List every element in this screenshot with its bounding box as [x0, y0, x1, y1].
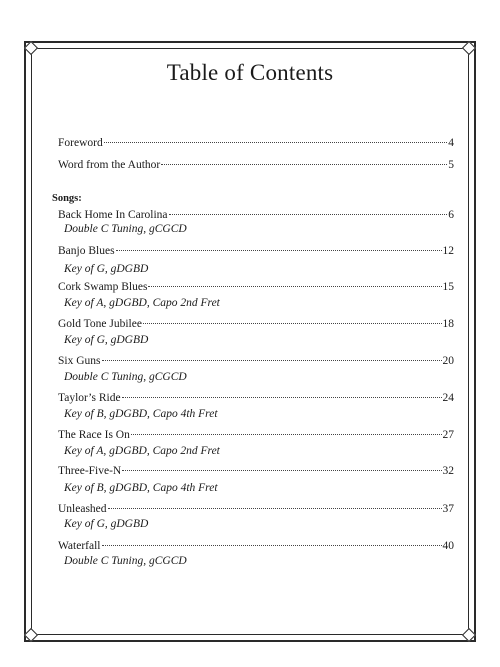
toc-entry-page: 15 [442, 281, 454, 293]
toc-entry-page: 32 [442, 465, 454, 477]
toc-entry-label: Back Home In Carolina [58, 209, 168, 221]
dot-leader [122, 397, 442, 398]
toc-entry-tuning: Key of G, gDGBD [64, 334, 149, 346]
toc-entry-tuning: Key of G, gDGBD [64, 518, 149, 530]
toc-entry-foreword[interactable] [58, 137, 454, 153]
toc-entry-tuning: Key of A, gDGBD, Capo 2nd Fret [64, 297, 220, 309]
toc-entry-page: 40 [442, 540, 454, 552]
dot-leader [143, 323, 442, 324]
songs-heading: Songs: [52, 193, 82, 204]
toc-entry-tuning: Key of A, gDGBD, Capo 2nd Fret [64, 445, 220, 457]
toc-entry-label: Gold Tone Jubilee [58, 318, 142, 330]
toc-entry-tuning: Double C Tuning, gCGCD [64, 555, 187, 567]
toc-entry-tuning: Key of B, gDGBD, Capo 4th Fret [64, 408, 218, 420]
dot-leader [102, 360, 442, 361]
toc-entry-page: 12 [442, 245, 454, 257]
dot-leader [108, 508, 442, 509]
toc-entry-label: Word from the Author [58, 159, 161, 171]
toc-entry-song[interactable] [58, 465, 454, 481]
toc-entry-word-from-author[interactable] [58, 159, 454, 175]
toc-entry-song[interactable] [58, 318, 454, 334]
dot-leader [148, 286, 441, 287]
toc-entry-label: The Race Is On [58, 429, 130, 441]
toc-entry-page: 20 [442, 355, 454, 367]
toc-entry-tuning: Double C Tuning, gCGCD [64, 371, 187, 383]
dot-leader [122, 470, 441, 471]
toc-entry-page: 18 [442, 318, 454, 330]
dot-leader [102, 545, 442, 546]
toc-entry-label: Foreword [58, 137, 103, 149]
toc-entry-label: Taylor’s Ride [58, 392, 121, 404]
toc-entry-tuning: Key of G, gDGBD [64, 263, 149, 275]
dot-leader [169, 214, 448, 215]
dot-leader [131, 434, 442, 435]
toc-entry-song[interactable] [58, 245, 454, 261]
toc-entry-page: 5 [448, 159, 454, 171]
dot-leader [161, 164, 447, 165]
toc-entry-page: 6 [448, 209, 454, 221]
toc-entry-song[interactable] [58, 281, 454, 297]
dot-leader [116, 250, 442, 251]
toc-entry-page: 24 [442, 392, 454, 404]
toc-entry-page: 27 [442, 429, 454, 441]
toc-entry-song[interactable] [58, 392, 454, 408]
toc-entry-page: 4 [448, 137, 454, 149]
page-title: Table of Contents [166, 60, 334, 85]
toc-entry-label: Six Guns [58, 355, 101, 367]
toc-entry-label: Three-Five-N [58, 465, 122, 477]
toc-entry-label: Unleashed [58, 503, 107, 515]
toc-entry-label: Waterfall [58, 540, 101, 552]
toc-entry-song[interactable] [58, 429, 454, 445]
toc-entry-label: Cork Swamp Blues [58, 281, 148, 293]
toc-entry-song[interactable] [58, 503, 454, 519]
dot-leader [104, 142, 448, 143]
toc-entry-label: Banjo Blues [58, 245, 115, 257]
toc-entry-song[interactable] [58, 540, 454, 556]
toc-entry-tuning: Key of B, gDGBD, Capo 4th Fret [64, 482, 218, 494]
toc-entry-page: 37 [442, 503, 454, 515]
toc-entry-tuning: Double C Tuning, gCGCD [64, 223, 187, 235]
toc-entry-song[interactable] [58, 355, 454, 371]
